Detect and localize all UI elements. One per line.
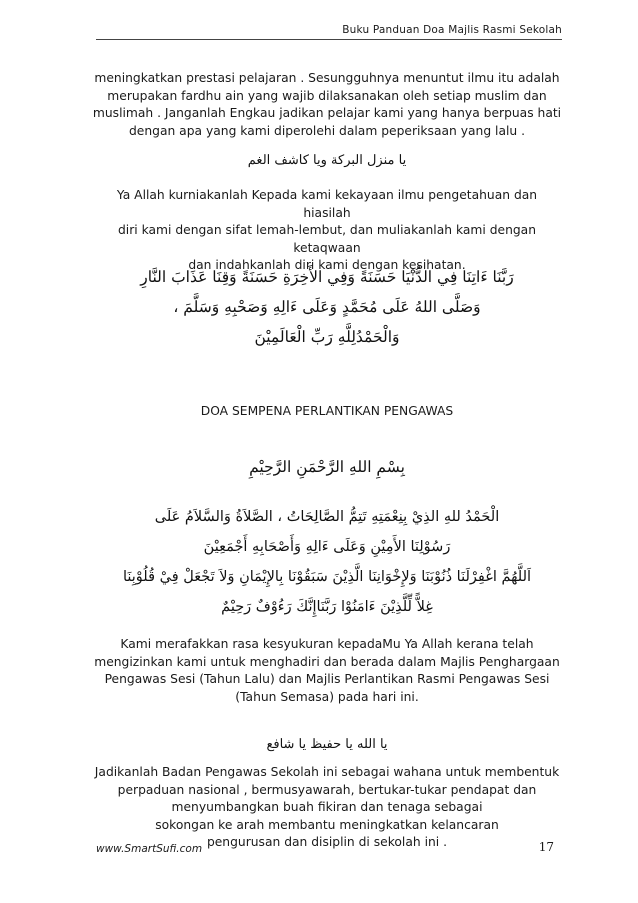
text-line: perpaduan nasional , bermusyawarah, bertukar-tukar pendapat dan (117, 782, 537, 797)
arabic-line: غِلاًّ لِّلَّذِيْنَ ءَامَنُوْا رَبَّنَاإِنَّكَ رَءُوْفٌ رَحِيْمٌ (221, 599, 433, 615)
text-line: dan indahkanlah diri kami dengan kesihatan. (188, 258, 466, 272)
arabic-line: رَسُوْلِنَا الأَمِيْنِ وَعَلَى ءَالِهِ وَأَصْحَابِهِ أَجْمَعِيْنَ (203, 539, 451, 555)
basmalah: بِسْمِ اللهِ الرَّحْمَنِ الرَّحِيْمِ (249, 458, 405, 476)
running-header: Buku Panduan Doa Majlis Rasmi Sekolah (96, 24, 562, 40)
paragraph-intro (92, 70, 562, 140)
text-line: pengurusan dan disiplin di sekolah ini . (206, 835, 448, 849)
footer-website: www.SmartSufi.com (96, 843, 203, 855)
text-line: menyumbangkan buah fikiran dan tenaga sebagai (171, 800, 483, 814)
text-line: (Tahun Semasa) pada hari ini. (235, 689, 419, 704)
arabic-line: الْحَمْدُ للهِ الذِيْ بِنِعْمَتِهِ تَتِمُّ الصَّالِحَاتُ ، الصَّلاَةُ وَالسَّلاَمُ عَلَى (154, 509, 500, 525)
text-line: Ya Allah kurniakanlah Kepada kami kekayaan ilmu pengetahuan dan hiasilah (116, 188, 538, 220)
arabic-doa-block-2 (92, 502, 562, 622)
text-line: Kami merafakkan rasa kesyukuran kepadaMu Ya Allah kerana telah (120, 637, 534, 651)
arabic-doa-block-1 (92, 262, 562, 352)
text-line: sokongan ke arah membantu meningkatkan kelancaran (155, 817, 499, 832)
section-title: DOA SEMPENA PERLANTIKAN PENGAWAS (200, 404, 454, 418)
arabic-invocation-2: يا الله يا حفيظ يا شافع (266, 737, 388, 752)
text-line: mengizinkan kami untuk menghadiri dan berada dalam Majlis Penghargaan (94, 654, 560, 669)
arabic-line: اَللَّهُمَّ اغْفِرْلَنَا ذُنُوْبَنَا وَلإِخْوَانِنَا الَّذِيْنَ سَبَقُوْنَا بِالإِيْمَانِ وَلاَ تَجْعَلْ فِيْ قُلُوْبِنَا (122, 569, 532, 585)
arabic-line: رَبَّنَا ءَاتِنَا فِي الدُّنْيَا حَسَنَةً وَفِي الأَخِرَةِ حَسَنَةً وَقِنَا عَذَابَ النَّارِ (140, 268, 514, 286)
arabic-line: وَالْحَمْدُلِلَّهِ رَبِّ الْعَالَمِيْنَ (254, 328, 400, 346)
text-line: merupakan fardhu ain yang wajib dilaksanakan oleh setiap muslim dan (107, 88, 547, 103)
arabic-line: وَصَلَّى اللهُ عَلَى مُحَمَّدٍ وَعَلَى ءَالِهِ وَصَحْبِهِ وَسَلَّمَ ، (173, 298, 481, 316)
text-line: Pengawas Sesi (Tahun Lalu) dan Majlis Perlantikan Rasmi Pengawas Sesi (104, 672, 550, 686)
text-line: muslimah . Janganlah Engkau jadikan pelajar kami yang hanya berpuas hati (92, 106, 562, 120)
paragraph-kesyukuran (92, 636, 562, 706)
page-number: 17 (538, 840, 554, 854)
arabic-invocation-1: يا منزل البركة ويا كاشف الغم (247, 153, 407, 168)
text-line: diri kami dengan sifat lemah-lembut, dan muliakanlah kami dengan ketaqwaan (117, 223, 537, 255)
paragraph-badan-pengawas (92, 764, 562, 852)
text-line: Jadikanlah Badan Pengawas Sekolah ini sebagai wahana untuk membentuk (94, 765, 560, 779)
text-line: dengan apa yang kami diperolehi dalam peperiksaan yang lalu . (128, 123, 526, 138)
text-line: meningkatkan prestasi pelajaran . Sesungguhnya menuntut ilmu itu adalah (94, 71, 560, 85)
